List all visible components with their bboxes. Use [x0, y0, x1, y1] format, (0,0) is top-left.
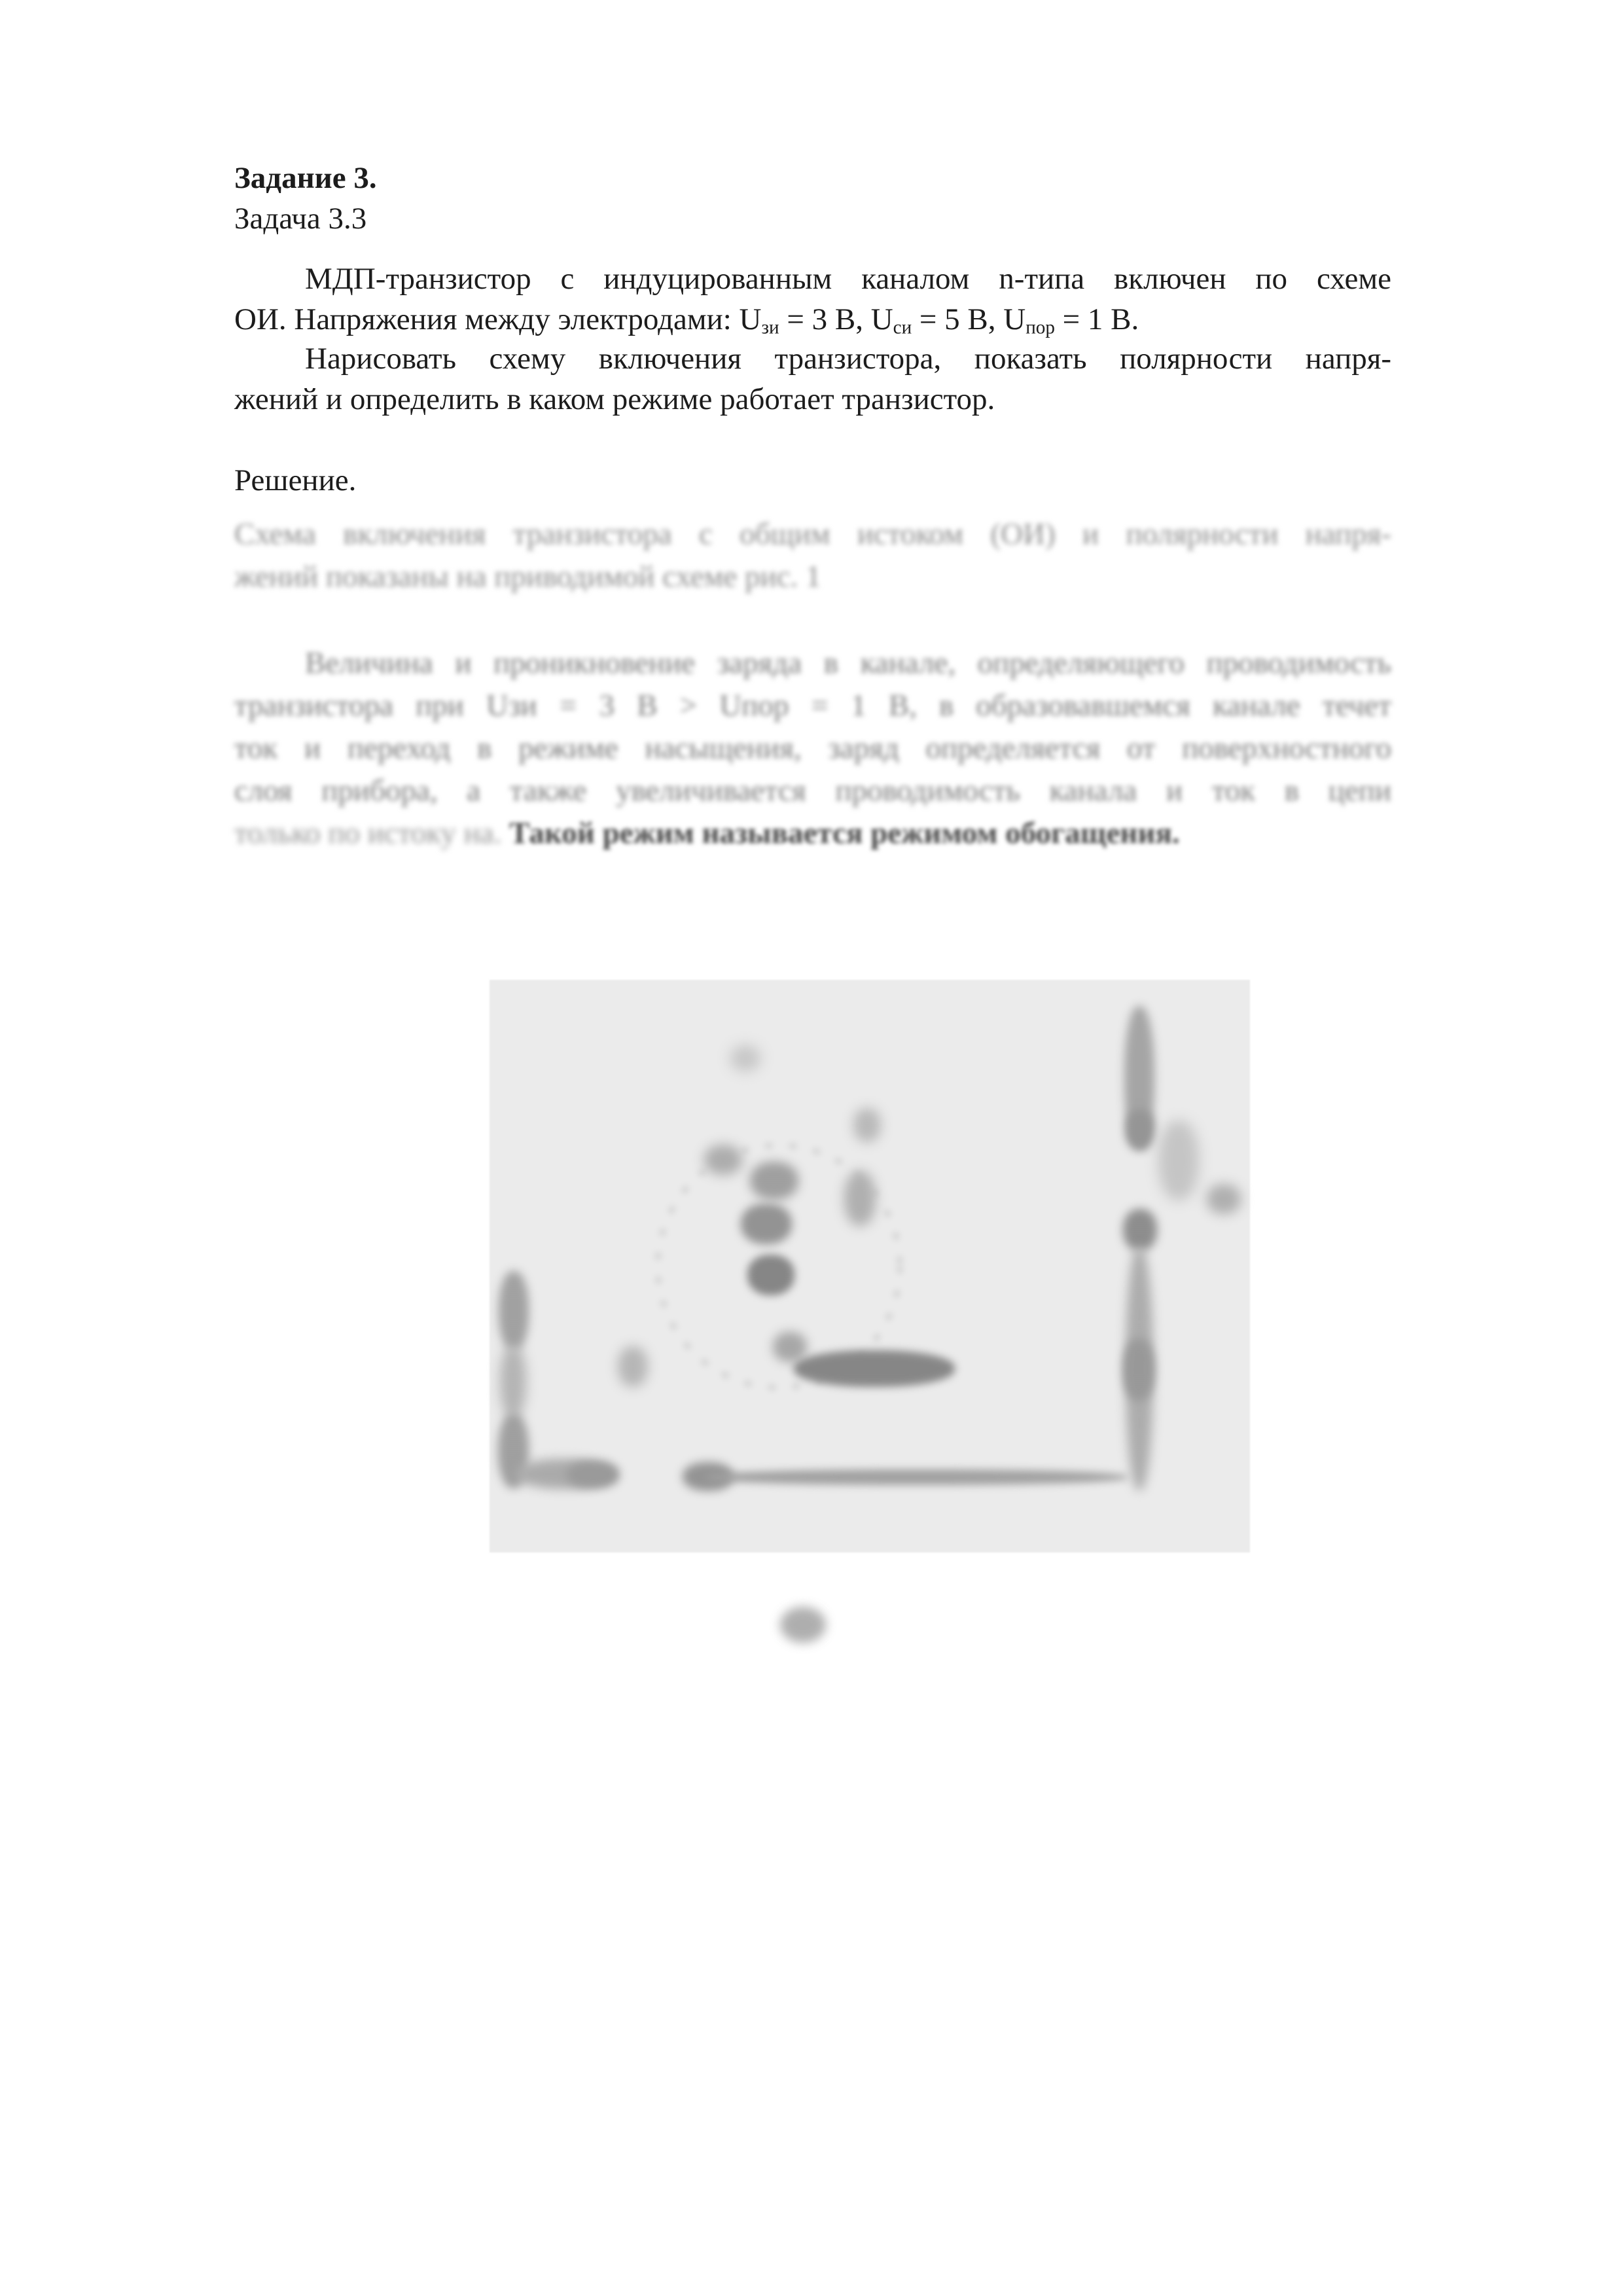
- problem-line2-text1: ОИ. Напряжения между электродами: U: [234, 302, 762, 336]
- right-wire-blur: [1123, 1209, 1157, 1251]
- task-heading: Задание 3.: [234, 161, 377, 195]
- electrode-blur: [844, 1171, 876, 1226]
- blurred-solution-line-2: жений показаны на приводимой схеме рис. 1: [234, 560, 821, 594]
- electrode-blur: [704, 1145, 742, 1175]
- solution-heading: Решение.: [234, 463, 357, 497]
- electrode-blur: [741, 1204, 792, 1244]
- left-wire-blur: [500, 1345, 526, 1418]
- blurred-solution-line-6: слоя прибора, а также увеличивается проводимость канала и ток в цепи: [234, 774, 1391, 808]
- right-wire-blur: [1123, 1338, 1154, 1401]
- electrode-blur: [730, 1045, 760, 1071]
- problem-line2-text2: = 3 В, U: [779, 302, 893, 336]
- blurred-solution-line-5: ток и переход в режиме насыщения, заряд определяется от поверхностного: [234, 731, 1391, 765]
- blurred-solution-line-7: [234, 814, 1391, 853]
- u-ds-subscript: си: [893, 317, 912, 338]
- electrode-blur: [750, 1162, 798, 1200]
- u-gs-subscript: зи: [761, 317, 779, 338]
- problem-line2-text4: = 1 В.: [1054, 302, 1139, 336]
- left-wire-blur: [499, 1271, 529, 1351]
- electrode-blur: [747, 1255, 794, 1295]
- source-label-blur: [794, 1350, 955, 1387]
- problem-line-4: жений и определить в каком режиме работает транзистор.: [234, 382, 995, 416]
- u-th-subscript: пор: [1026, 317, 1055, 338]
- polarity-mark-blur: [1158, 1121, 1199, 1200]
- bottom-wire-blur: [705, 1469, 1128, 1485]
- problem-line-1: МДП-транзистор с индуцированным каналом n-типа включен по схеме: [305, 262, 1391, 296]
- task-number: Задача 3.3: [234, 202, 367, 236]
- blurred-solution-line-4: транзистора при Uзи = 3 В > Uпор = 1 В, в образовавшемся канале течет: [234, 689, 1391, 723]
- blurred-line7-light-part: только по истоку на.: [234, 816, 502, 850]
- polarity-mark-blur: [1207, 1184, 1241, 1214]
- right-wire-blur: [1126, 1109, 1154, 1150]
- blurred-solution-line-1: Схема включения транзистора с общим истоком (ОИ) и полярности напря-: [234, 517, 1391, 551]
- electrode-blur: [618, 1346, 648, 1387]
- bottom-left-wire-blur: [567, 1462, 619, 1488]
- blurred-line7-bold-part: Такой режим называется режимом обогащения.: [509, 816, 1180, 850]
- electrode-blur: [773, 1332, 807, 1362]
- blurred-solution-line-3: Величина и проникновение заряда в канале, определяющего проводимость: [305, 646, 1391, 680]
- circuit-figure-image: [490, 980, 1250, 1552]
- problem-line2-text3: = 5 В, U: [912, 302, 1026, 336]
- problem-line-3: Нарисовать схему включения транзистора, показать полярности напря-: [305, 342, 1391, 376]
- scan-smudge: [780, 1607, 826, 1643]
- electrode-blur: [853, 1108, 881, 1142]
- problem-line-2: [234, 300, 1391, 339]
